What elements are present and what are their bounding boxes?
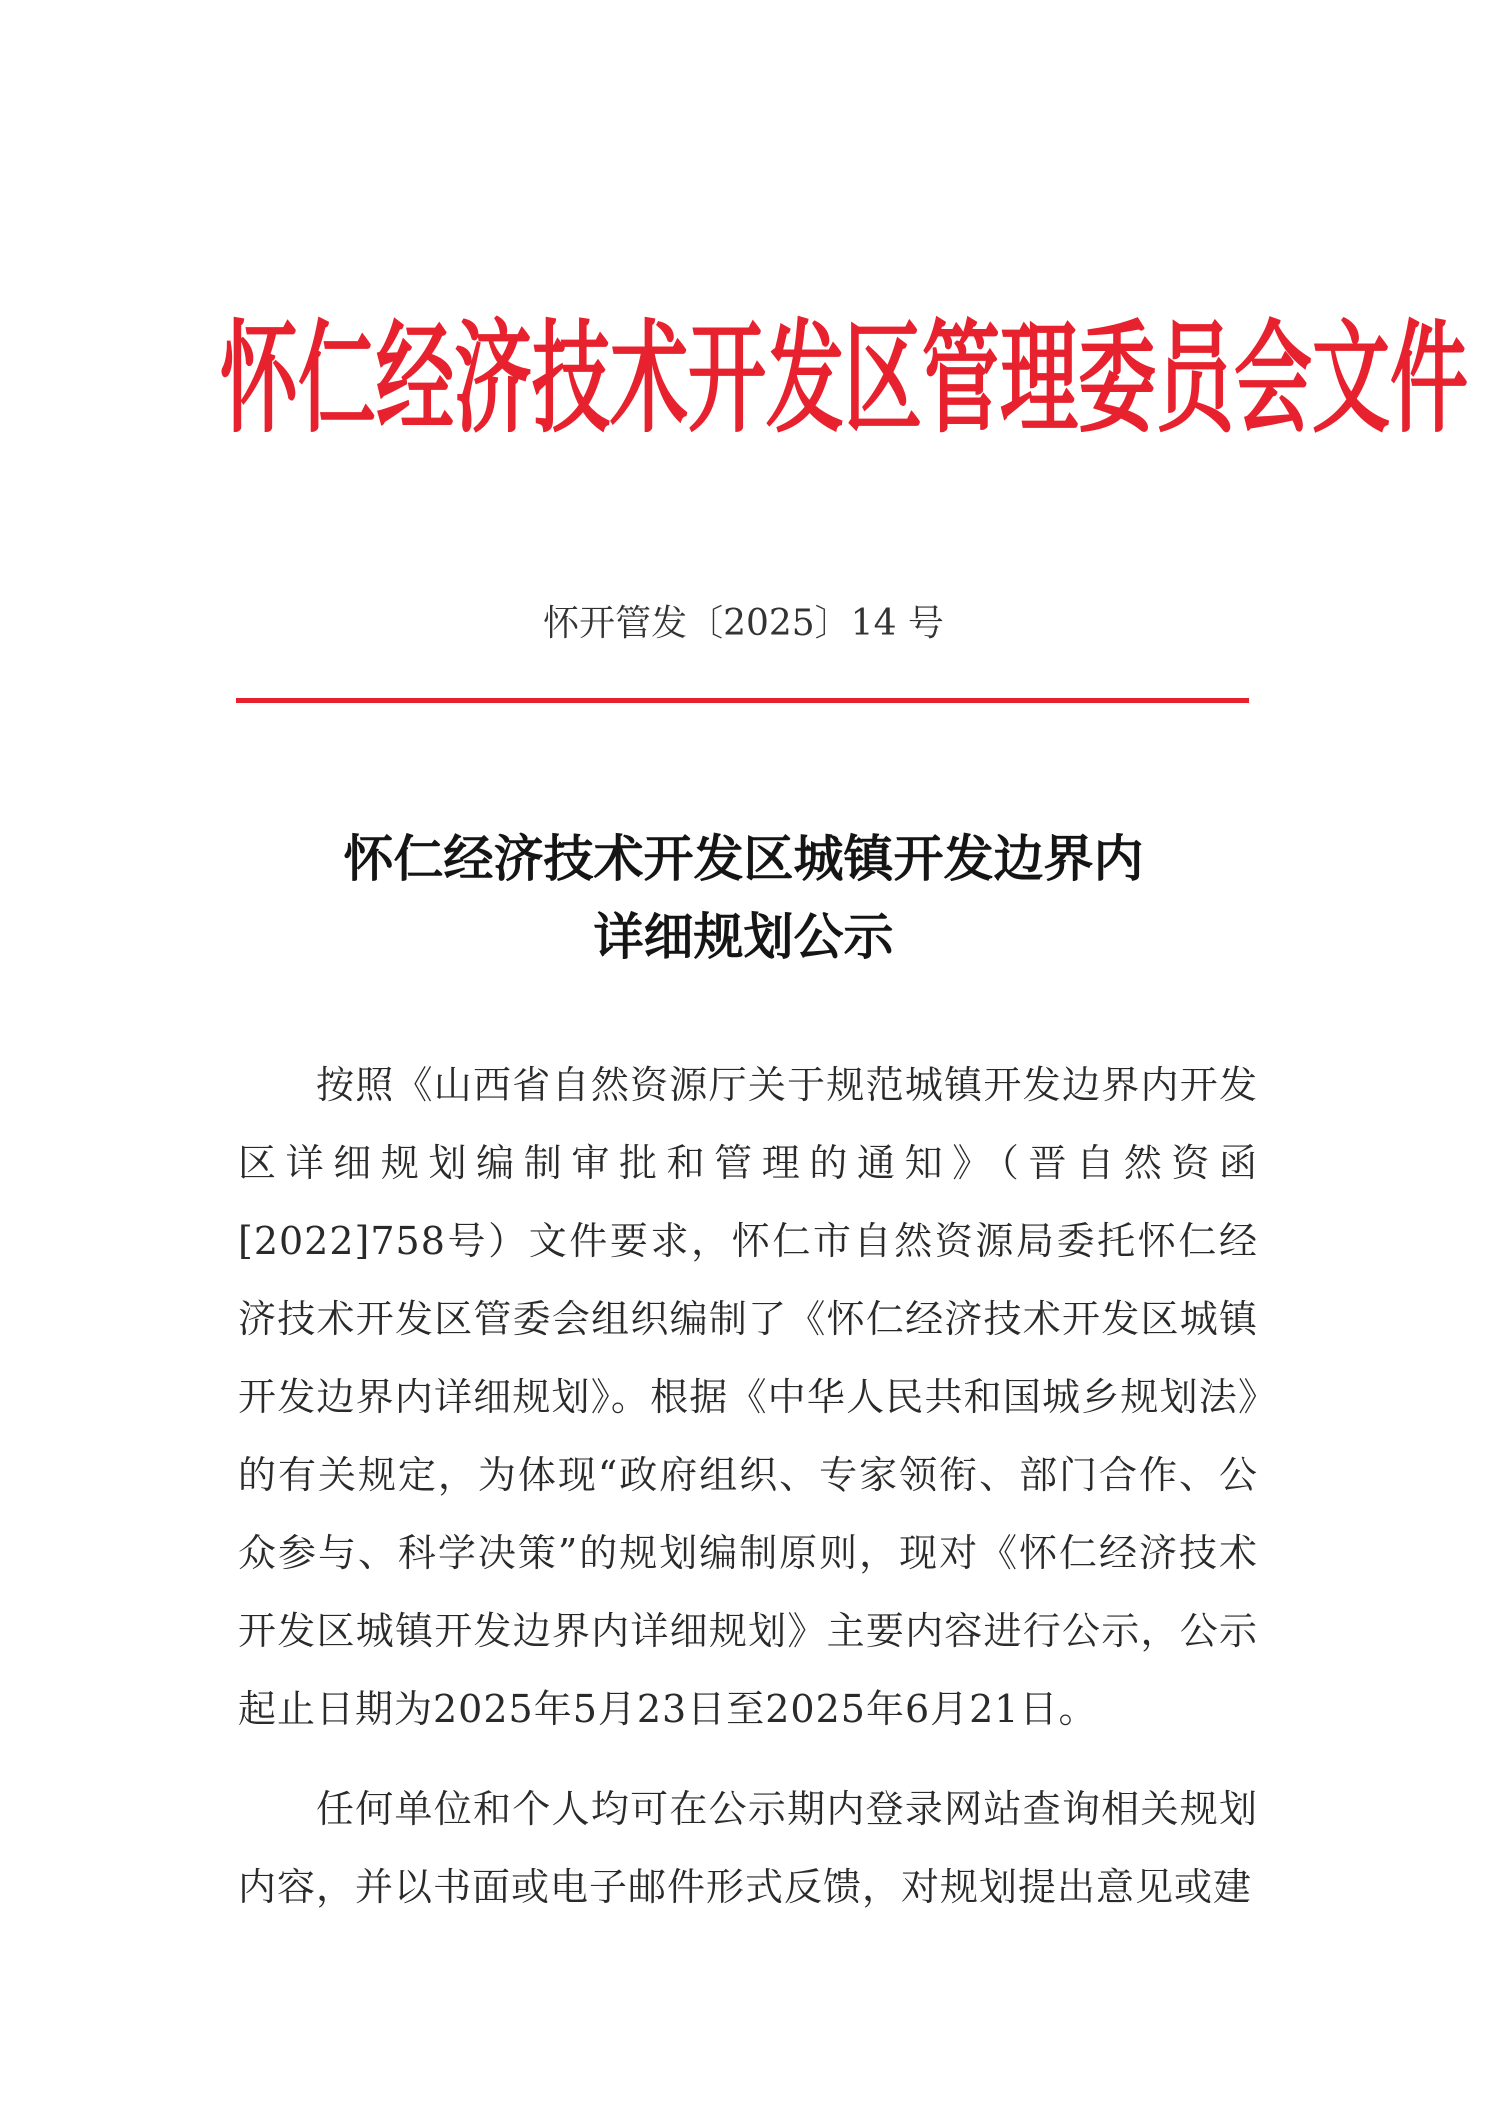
body-paragraph-2: 任何单位和个人均可在公示期内登录网站查询相关规划内容，并以书面或电子邮件形式反馈，对规划提出意见或建: [238, 1787, 1258, 1909]
document-title-line-2: 详细规划公示: [593, 908, 894, 966]
red-divider-line: [236, 698, 1249, 703]
document-title: [0, 820, 1487, 976]
document-title-line-1: 怀仁经济技术开发区城镇开发边界内: [343, 830, 1144, 888]
document-number: 怀开管发〔2025〕14 号: [543, 603, 944, 644]
masthead-title: 怀仁经济技术开发区管理委员会文件: [220, 310, 1469, 450]
body-paragraph-1: 按照《山西省自然资源厅关于规范城镇开发边界内开发区详细规划编制审批和管理的通知》（晋自然资函[2022]758号）文件要求，怀仁市自然资源局委托怀仁经济技术开发区管委会组织编制了《怀仁经济技术开发区城镇开发边界内详细规划》。根据《中华人民共和国城乡规划法》的有关规定，为体现“政府组织、专家领衔、部门合作、公众参与、科学决策”的规划编制原则，现对《怀仁经济技术开发区城镇开发边界内详细规划》主要内容进行公示，公示起止日期为2025年5月23日至2025年6月21日。: [238, 1063, 1258, 1731]
